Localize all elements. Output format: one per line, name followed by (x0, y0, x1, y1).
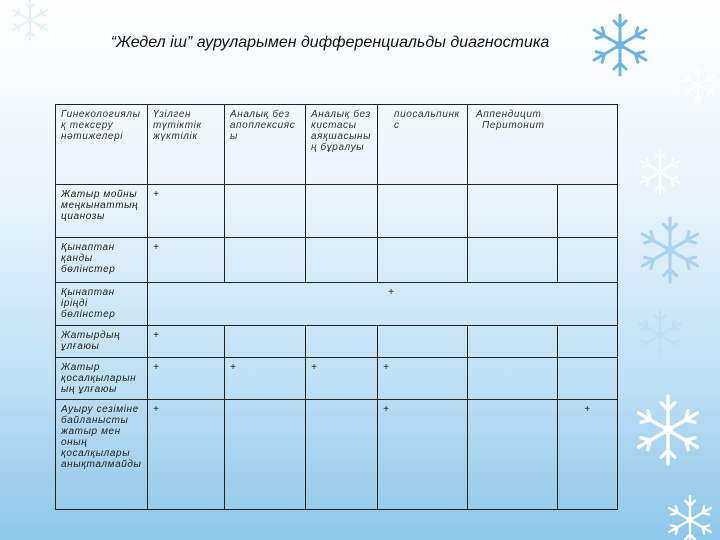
table-row (56, 400, 618, 510)
header-cell: Үзілген түтіктік жүктілік (148, 105, 225, 185)
table-cell (225, 400, 306, 510)
table-cell (558, 238, 618, 283)
table-cell: + (558, 400, 618, 510)
table-cell (378, 185, 468, 238)
snowflake-icon (13, 0, 48, 40)
table-row (56, 283, 618, 326)
header-cell: пиосальпинкс (378, 105, 468, 185)
row-label: Жатыр мойны меңкынаттың цианозы (56, 185, 148, 238)
header-appendicitis: Аппендицит (476, 109, 542, 120)
row-label: Ауыру сезіміне байланысты жатыр мен оның қосалқылары анықталмайды (56, 400, 148, 510)
table-cell (468, 400, 558, 510)
table-cell (306, 185, 378, 238)
snowflake-icon (642, 218, 697, 282)
snowflake-icon (641, 150, 679, 194)
table-row (56, 358, 618, 400)
table-cell (225, 238, 306, 283)
header-peritonitis: Перитонит (482, 120, 545, 131)
page-title: “Жедел іш” ауруларымен дифференциальды диагностика (110, 34, 550, 51)
table-cell (225, 326, 306, 358)
snowflake-icon (639, 311, 681, 359)
header-cell: Аналық без апоплексиясы (225, 105, 306, 185)
diagnosis-table (55, 104, 618, 510)
table-row (56, 238, 618, 283)
table-cell (378, 326, 468, 358)
table-cell: + (148, 358, 225, 400)
table-cell: + (306, 358, 378, 400)
table-cell (306, 400, 378, 510)
row-label: Жатыр қосалқыларының ұлғаюы (56, 358, 148, 400)
table-cell (558, 358, 618, 400)
table-header-row (56, 105, 618, 185)
snowflake-icon (594, 15, 646, 75)
table-cell (306, 326, 378, 358)
table-cell (558, 326, 618, 358)
table-cell (468, 185, 558, 238)
table-cell (468, 326, 558, 358)
header-cell (468, 105, 618, 185)
table-row (56, 326, 618, 358)
table-cell (468, 358, 558, 400)
table-cell (468, 238, 558, 283)
snowflake-icon (669, 496, 711, 540)
snowflake-icon (639, 396, 698, 464)
table-cell: + (225, 358, 306, 400)
header-cell: Гинекологиялық тексеру нәтижелері (56, 105, 148, 185)
table-cell (306, 238, 378, 283)
table-cell: + (148, 400, 225, 510)
snowflake-icon (682, 67, 713, 103)
table-cell: + (148, 185, 225, 238)
merged-cell: + (148, 283, 618, 326)
table-cell (378, 238, 468, 283)
table-cell: + (378, 358, 468, 400)
table-cell (558, 185, 618, 238)
table-row (56, 185, 618, 238)
header-cell: Аналық без кистасы аяқшасының бұралуы (306, 105, 378, 185)
table-cell: + (148, 326, 225, 358)
table-cell: + (378, 400, 468, 510)
table-cell (225, 185, 306, 238)
row-label: Қынаптан қанды бөлінстер (56, 238, 148, 283)
row-label: Қынаптан іріңді бөлінстер (56, 283, 148, 326)
row-label: Жатырдың ұлғаюы (56, 326, 148, 358)
table-cell: + (148, 238, 225, 283)
